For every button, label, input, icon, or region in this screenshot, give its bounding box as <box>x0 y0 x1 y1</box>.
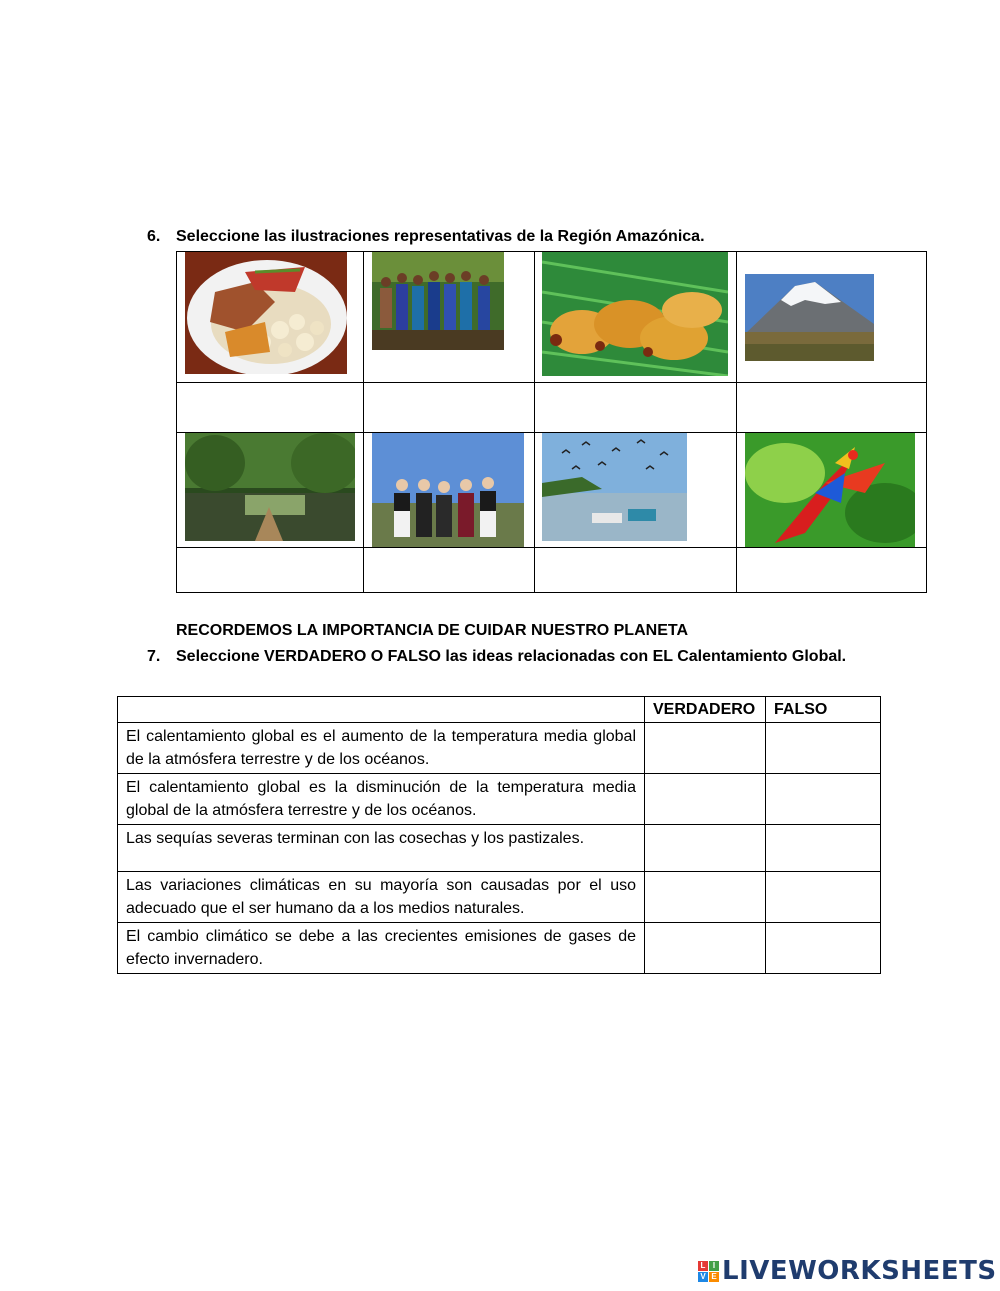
statement-2: El calentamiento global es la disminución de la temperatura media global de la atmósfera terrestre y de los océanos. <box>118 774 645 825</box>
indigenous-group-image <box>372 252 504 350</box>
falso-cell-4[interactable] <box>766 872 881 923</box>
answer-cell-7[interactable] <box>535 547 737 592</box>
question-7-number: 7. <box>147 648 161 665</box>
true-false-table <box>117 696 881 974</box>
header-verdadero: VERDADERO <box>645 697 766 723</box>
falso-cell-1[interactable] <box>766 723 881 774</box>
answer-cell-1[interactable] <box>177 383 364 432</box>
macaw-parrot-image <box>745 433 915 547</box>
table-row <box>118 872 881 923</box>
header-falso: FALSO <box>766 697 881 723</box>
question-7-text: Seleccione VERDADERO O FALSO las ideas relacionadas con EL Calentamiento Global. <box>176 648 847 665</box>
image-cell-3 <box>535 252 737 383</box>
logo-blocks-icon <box>698 1261 719 1282</box>
header-statement <box>118 697 645 723</box>
logo-letter: L <box>698 1261 708 1271</box>
logo-letter: V <box>698 1272 708 1282</box>
answer-cell-6[interactable] <box>364 547 535 592</box>
statement-4: Las variaciones climáticas en su mayoría son causadas por el uso adecuado que el ser humano da a los medios naturales. <box>118 872 645 923</box>
table-row <box>118 723 881 774</box>
coastal-boats-birds-image <box>542 433 687 541</box>
logo-letter: E <box>709 1272 719 1282</box>
table-row <box>118 825 881 872</box>
snowy-volcano-image <box>745 274 874 361</box>
statement-5: El cambio climático se debe a las crecientes emisiones de gases de efecto invernadero. <box>118 923 645 974</box>
question-6-number: 6. <box>147 228 161 245</box>
table-row <box>118 923 881 974</box>
image-cell-5 <box>177 432 364 547</box>
verdadero-cell-5[interactable] <box>645 923 766 974</box>
falso-cell-2[interactable] <box>766 774 881 825</box>
statement-3: Las sequías severas terminan con las cosechas y los pastizales. <box>118 825 645 872</box>
answer-cell-5[interactable] <box>177 547 364 592</box>
grubs-on-leaf-image <box>542 252 728 376</box>
food-plate-image <box>185 252 347 374</box>
verdadero-cell-3[interactable] <box>645 825 766 872</box>
answer-cell-3[interactable] <box>535 383 737 432</box>
image-cell-2 <box>364 252 535 383</box>
statement-1: El calentamiento global es el aumento de la temperatura media global de la atmósfera terrestre y de los océanos. <box>118 723 645 774</box>
verdadero-cell-1[interactable] <box>645 723 766 774</box>
liveworksheets-logo[interactable] <box>698 1256 997 1286</box>
table-header-row <box>118 697 881 723</box>
image-selection-grid <box>176 251 927 593</box>
falso-cell-3[interactable] <box>766 825 881 872</box>
logo-text: LIVEWORKSHEETS <box>722 1256 997 1286</box>
image-cell-4 <box>737 252 927 383</box>
jungle-river-canoe-image <box>185 433 355 541</box>
answer-cell-2[interactable] <box>364 383 535 432</box>
reminder-heading: RECORDEMOS LA IMPORTANCIA DE CUIDAR NUESTRO PLANETA <box>176 622 688 639</box>
answer-cell-8[interactable] <box>737 547 927 592</box>
answer-cell-4[interactable] <box>737 383 927 432</box>
image-cell-1 <box>177 252 364 383</box>
image-cell-8 <box>737 432 927 547</box>
logo-letter: I <box>709 1261 719 1271</box>
image-cell-7 <box>535 432 737 547</box>
verdadero-cell-2[interactable] <box>645 774 766 825</box>
falso-cell-5[interactable] <box>766 923 881 974</box>
verdadero-cell-4[interactable] <box>645 872 766 923</box>
image-cell-6 <box>364 432 535 547</box>
question-6-text: Seleccione las ilustraciones representativas de la Región Amazónica. <box>176 228 705 245</box>
highland-people-image <box>372 433 524 547</box>
table-row <box>118 774 881 825</box>
